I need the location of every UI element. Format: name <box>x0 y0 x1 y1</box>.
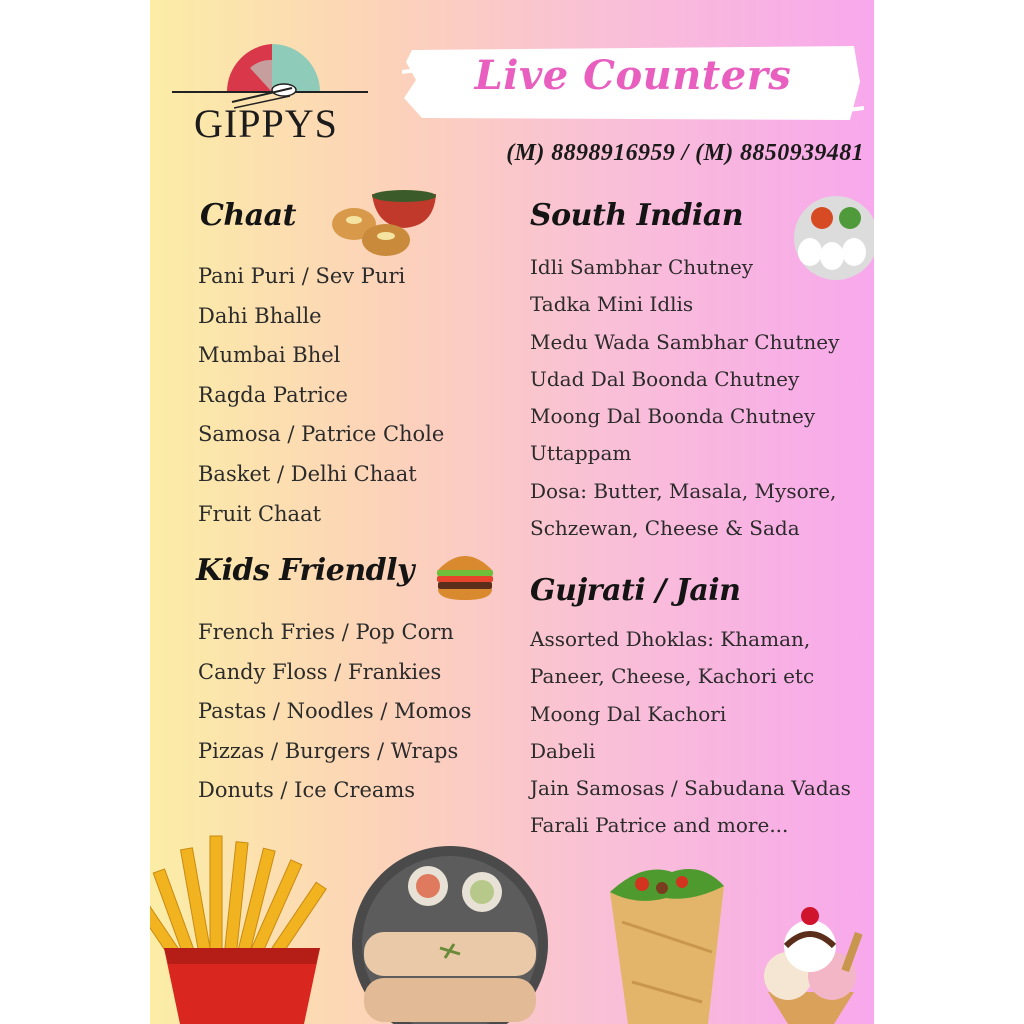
ice-cream-icon <box>748 902 874 1024</box>
list-item: Fruit Chaat <box>198 501 322 526</box>
list-item: Pizzas / Burgers / Wraps <box>198 738 459 763</box>
page-title: Live Counters <box>474 52 792 99</box>
list-item: Schzewan, Cheese & Sada <box>530 516 800 541</box>
list-item: Donuts / Ice Creams <box>198 778 416 803</box>
gujrati-item-list <box>530 627 851 851</box>
list-item: Mumbai Bhel <box>198 343 341 368</box>
list-item: Candy Floss / Frankies <box>198 659 442 684</box>
list-item: Medu Wada Sambhar Chutney <box>530 329 840 354</box>
list-item: Assorted Dhoklas: Khaman, <box>530 627 811 651</box>
south-indian-item-list <box>530 255 839 553</box>
section-heading-kids: Kids Friendly <box>196 553 414 588</box>
kids-item-list <box>198 620 472 818</box>
list-item: Moong Dal Boonda Chutney <box>530 404 816 429</box>
list-item: Ragda Patrice <box>198 382 348 407</box>
list-item: Jain Samosas / Sabudana Vadas <box>530 776 851 801</box>
chaat-item-list <box>198 264 444 541</box>
dosa-plate-icon <box>350 844 550 1024</box>
list-item: Pani Puri / Sev Puri <box>198 264 406 288</box>
list-item: Uttappam <box>530 441 632 466</box>
list-item: Idli Sambhar Chutney <box>530 255 754 279</box>
brand-wordmark: GIPPYS <box>194 101 338 146</box>
section-heading-gujrati-jain: Gujrati / Jain <box>530 573 741 608</box>
burger-icon <box>434 546 496 602</box>
list-item: French Fries / Pop Corn <box>198 620 454 644</box>
list-item: Tadka Mini Idlis <box>530 292 694 317</box>
list-item: Basket / Delhi Chaat <box>198 461 417 486</box>
list-item: Paneer, Cheese, Kachori etc <box>530 664 815 689</box>
list-item: Farali Patrice and more... <box>530 813 789 838</box>
list-item: Samosa / Patrice Chole <box>198 422 445 447</box>
list-item: Moong Dal Kachori <box>530 701 727 726</box>
section-heading-south-indian: South Indian <box>530 198 744 233</box>
wrap-icon <box>602 862 732 1024</box>
list-item: Dosa: Butter, Masala, Mysore, <box>530 478 837 503</box>
list-item: Dahi Bhalle <box>198 303 322 328</box>
french-fries-icon <box>150 828 340 1024</box>
list-item: Pastas / Noodles / Momos <box>198 699 472 724</box>
list-item: Dabeli <box>530 738 596 763</box>
pani-puri-icon <box>330 184 440 260</box>
section-heading-chaat: Chaat <box>200 198 296 233</box>
phone-numbers: (M) 8898916959 / (M) 8850939481 <box>506 140 864 166</box>
list-item: Udad Dal Boonda Chutney <box>530 366 800 391</box>
menu-poster <box>150 0 874 1024</box>
